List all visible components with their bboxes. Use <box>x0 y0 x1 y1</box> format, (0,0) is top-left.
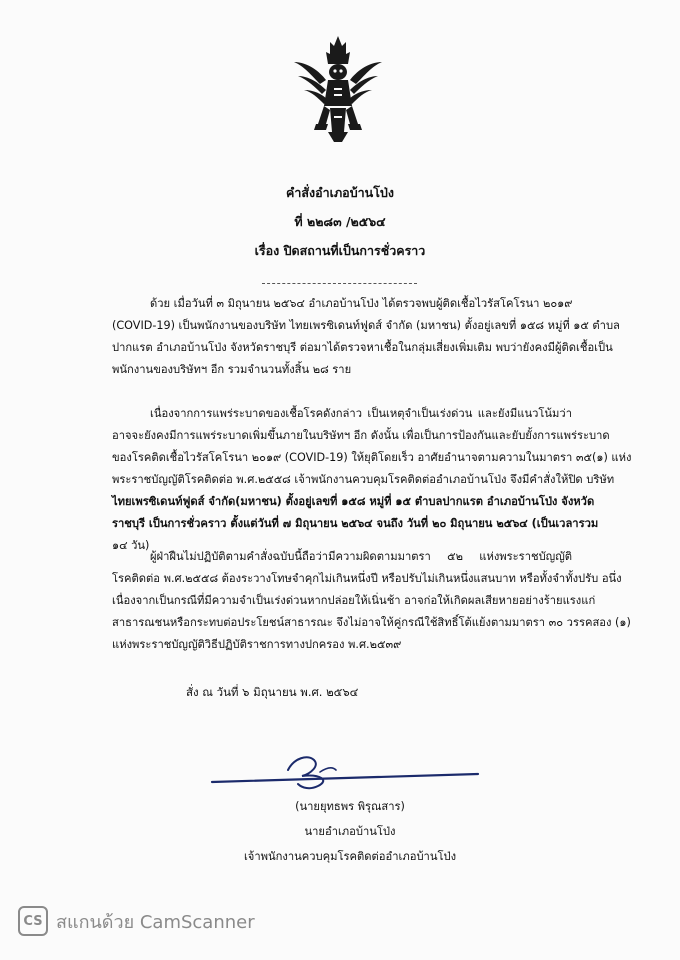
paragraph-line: ด้วย เมื่อวันที่ ๓ มิถุนายน ๒๕๖๔ อำเภอบ้านโป่ง ได้ตรวจพบผู้ติดเชื้อไวรัสโคโรนา ๒๐๑๙ <box>150 297 573 310</box>
signer-position: นายอำเภอบ้านโป่ง <box>304 825 396 838</box>
paragraph-line: เนื่องจากเป็นกรณีที่มีความจำเป็นเร่งด่วนหากปล่อยให้เนิ่นช้า อาจก่อให้เกิดผลเสียหายอย่างร้ายแรงแก่ <box>112 594 596 607</box>
garuda-emblem-icon <box>290 32 386 144</box>
camscanner-text: สแกนด้วย CamScanner <box>56 911 255 933</box>
paragraph-line: แห่งพระราชบัญญัติวิธีปฏิบัติราชการทางปกครอง พ.ศ.๒๕๓๙ <box>112 638 402 651</box>
given-date: สั่ง ณ วันที่ ๖ มิถุนายน พ.ศ. ๒๕๖๔ <box>186 685 359 699</box>
handwritten-signature-icon <box>210 744 480 794</box>
order-title: คำสั่งอำเภอบ้านโป่ง <box>286 185 394 200</box>
paragraph-closure-order <box>112 403 632 557</box>
order-number: ที่ ๒๒๘๓ /๒๕๖๔ <box>294 214 386 229</box>
order-subject: เรื่อง ปิดสถานที่เป็นการชั่วคราว <box>254 243 426 258</box>
paragraph-line: โรคติดต่อ พ.ศ.๒๕๕๘ ต้องระวางโทษจำคุกไม่เกินหนึ่งปี หรือปรับไม่เกินหนึ่งแสนบาท หรือทั้งจำทั้งปรับ อนึ่ง <box>112 572 622 585</box>
signer-role: เจ้าพนักงานควบคุมโรคติดต่ออำเภอบ้านโป่ง <box>243 850 457 863</box>
paragraph-line-bold: ไทยเพรซิเดนท์ฟูดส์ จำกัด(มหาชน) ตั้งอยู่เลขที่ ๑๕๘ หมู่ที่ ๑๕ ตำบลปากแรต อำเภอบ้านโป่ง จังหวัด <box>112 495 595 508</box>
paragraph-detection <box>112 293 620 381</box>
paragraph-penalty <box>112 546 631 656</box>
camscanner-logo-icon: CS <box>18 906 48 936</box>
paragraph-line: ๑๔ วัน) <box>112 539 150 552</box>
dashed-divider <box>262 283 417 284</box>
paragraph-line: อาจจะยังคงมีการแพร่ระบาดเพิ่มขึ้นภายในบริษัทฯ อีก ดังนั้น เพื่อเป็นการป้องกันและยับยั้งการแพร่ระบาด <box>112 429 610 442</box>
paragraph-line: สาธารณชนหรือกระทบต่อประโยชน์สาธารณะ จึงไม่อาจให้คู่กรณีใช้สิทธิ์โต้แย้งตามมาตรา ๓๐ วรรคสอง (๑) <box>112 616 631 629</box>
paragraph-line: พนักงานของบริษัทฯ อีก รวมจำนวนทั้งสิ้น ๒๘ ราย <box>112 363 352 376</box>
paragraph-line: พระราชบัญญัติโรคติดต่อ พ.ศ.๒๕๕๘ เจ้าพนักงานควบคุมโรคติดต่ออำเภอบ้านโป่ง จึงมีคำสั่งให้ปิด บริษัท <box>112 473 615 486</box>
signer-name: (นายยุทธพร พิรุณสาร) <box>295 800 405 813</box>
camscanner-watermark <box>18 906 255 936</box>
paragraph-line: ปากแรต อำเภอบ้านโป่ง จังหวัดราชบุรี ต่อมาได้ตรวจหาเชื้อในกลุ่มเสี่ยงเพิ่มเติม พบว่ายังคงมีผู้ติดเชื้อเป็น <box>112 341 613 354</box>
paragraph-line: (COVID-19) เป็นพนักงานของบริษัท ไทยเพรซิเดนท์ฟูดส์ จำกัด (มหาชน) ตั้งอยู่เลขที่ ๑๕๘ หมู่ที่ ๑๕ ตำบล <box>112 319 620 332</box>
paragraph-line: เนื่องจากการแพร่ระบาดของเชื้อโรคดังกล่าว เป็นเหตุจำเป็นเร่งด่วน และยังมีแนวโน้มว่า <box>150 407 572 420</box>
paragraph-line-bold: ราชบุรี เป็นการชั่วคราว ตั้งแต่วันที่ ๗ มิถุนายน ๒๕๖๔ จนถึง วันที่ ๒๐ มิถุนายน ๒๕๖๔ (เป็นเวลารวม <box>112 517 599 530</box>
paragraph-line: ของโรคติดเชื้อไวรัสโคโรนา ๒๐๑๙ (COVID-19) ให้ยุติโดยเร็ว อาศัยอำนาจตามความในมาตรา ๓๕(๑) แห่ง <box>112 451 632 464</box>
paragraph-line: ผู้ฝ่าฝืนไม่ปฏิบัติตามคำสั่งฉบับนี้ถือว่ามีความผิดตามมาตรา ๕๒ แห่งพระราชบัญญัติ <box>150 550 572 563</box>
